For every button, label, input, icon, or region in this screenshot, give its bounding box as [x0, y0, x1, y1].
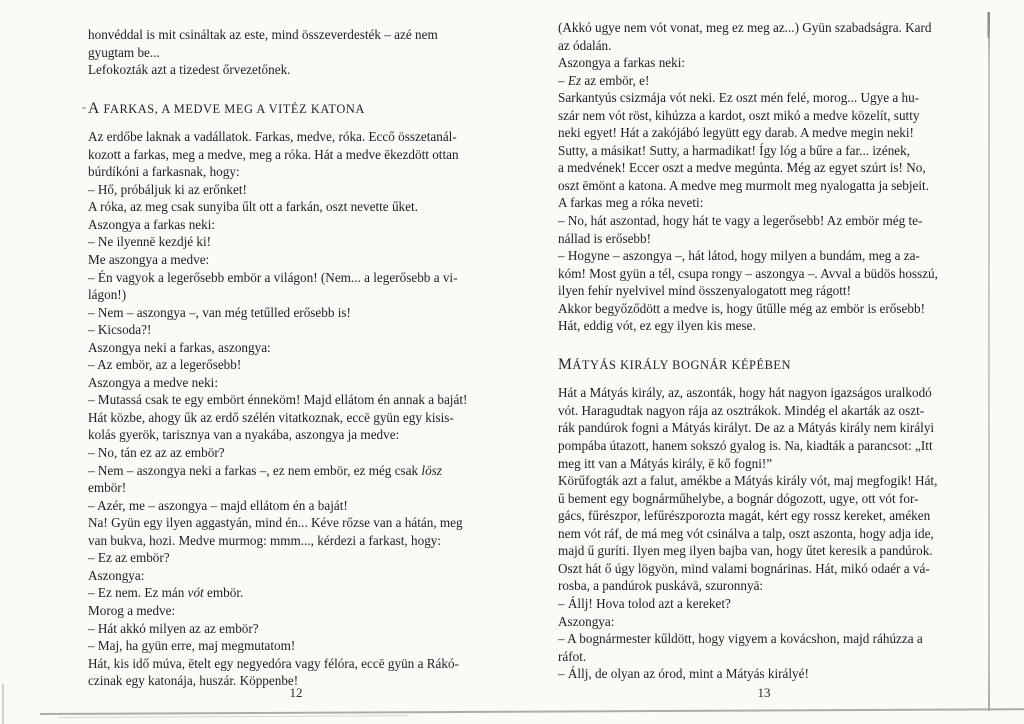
text-line: – No, tán ez az az embör?: [88, 445, 225, 461]
text-line: neki egyet! Hát a zakójábó legyütt egy darab. A medve megin neki!: [558, 125, 914, 141]
text-line: – No, hát aszontad, hogy hát te vagy a legerősebb! Az embör még te-: [558, 213, 923, 229]
text-line: – Maj, ha gyün erre, maj megmutatom!: [88, 638, 296, 654]
text-line: Aszongya a farkas neki:: [558, 55, 686, 71]
text-line: Az erdőbe laknak a vadállatok. Farkas, medve, róka. Eccő összetanál-: [88, 129, 457, 145]
text-line: – Állj, de olyan az órod, mint a Mátyás királyé!: [558, 666, 809, 682]
text-line: az ódalán.: [558, 37, 612, 53]
text-line: – Ne ilyennē kezdjé ki!: [88, 234, 212, 250]
text-line: – Ez az embör, e!: [558, 72, 650, 88]
text-line: – Nem – aszongya –, van még tetűlled erősebb is!: [88, 304, 351, 320]
page-left-text-column: [88, 26, 512, 690]
text-line: gyugtam be...: [88, 44, 160, 60]
story-heading: MÁTYÁS KIRÁLY BOGNÁR KÉPÉBEN: [558, 355, 792, 373]
text-line: Sutty, a másikat! Sutty, a harmadikat! Így lóg a bűre a far... izének,: [558, 142, 911, 158]
story-heading: A FARKAS, A MEDVE MEG A VITÉZ KATONA: [88, 99, 365, 117]
text-line: nem vót ráf, de má meg vót csinálva a talp, oszt aszonta, hogy adja ide,: [558, 525, 934, 541]
text-line: Oszt hát ő úgy lögyön, mind valami bognárinas. Hát, mikó odaér a vá-: [558, 560, 930, 576]
text-line: – Állj! Hova tolod azt a kereket?: [558, 595, 731, 611]
text-line: kóm! Most gyün a tél, csupa rongy – aszongya –. Avval a büdös hosszú,: [558, 265, 938, 281]
text-line: – Hő, próbáljuk ki az erőnket!: [88, 181, 247, 197]
text-line: ilyen fehír nyelvivel mind összenyalogatott meg rágott!: [558, 283, 851, 299]
text-line: meg itt van a Mátyás király, ē kő fogni!”: [558, 455, 773, 471]
text-line: – Én vagyok a legerősebb embör a világon! (Nem... a legerősebb a vi-: [88, 269, 458, 285]
text-line: – Azér, me – aszongya – majd ellátom én a baját!: [88, 497, 348, 513]
text-line: – Nem – aszongya neki a farkas –, ez nem embör, ez még csak lösz: [88, 462, 442, 478]
text-line: majd ű guríti. Ilyen meg ilyen bajba van, hogy űtet keresik a pandúrok.: [558, 543, 933, 559]
text-line: gács, fűrészpor, lefűrészporozta magát, kért egy rossz kereket, améken: [558, 508, 931, 524]
text-line: Hát, kis idő múva, ētelt egy negyedóra vagy félóra, eccē gyün a Rákó-: [88, 655, 459, 671]
text-line: Körűfogták azt a falut, amékbe a Mátyás király vót, maj megfogik! Hát,: [558, 473, 938, 489]
text-line: – Hogyne – aszongya –, hát látod, hogy milyen a bundám, meg a za-: [558, 248, 920, 264]
text-line: kozott a farkas, meg a medve, meg a róka. Hát a medve ēkezdött ottan: [88, 146, 459, 162]
text-line: – A bognármester kűldött, hogy vigyem a kovácshon, majd ráhúzza a: [558, 631, 923, 647]
text-line: lágon!): [88, 287, 127, 303]
text-line: oszt ēmönt a katona. A medve meg murmolt meg nyalogatta ja sebjeit.: [558, 177, 929, 193]
scan-edge-left-line: [2, 684, 4, 724]
text-line: Hát a Mátyás király, az, aszonták, hogy hát nagyon igazságos uralkodó: [558, 385, 932, 401]
text-line: ráfot.: [558, 648, 587, 664]
text-line: – Ez az embör?: [88, 550, 170, 566]
text-line: ű bement egy bognárműhelybe, a bognár dógozott, ugye, ott vót for-: [558, 490, 919, 506]
text-line: – Ez nem. Ez mán vót embör.: [88, 585, 244, 601]
text-line: (Akkó ugye nem vót vonat, meg ez meg az...) Gyün szabadságra. Kard: [558, 20, 932, 35]
text-line: Morog a medve:: [88, 602, 176, 618]
page-right-text-column: [558, 19, 982, 683]
text-line: Na! Gyün egy ilyen aggastyán, mind én... Kéve rőzse van a hátán, meg: [88, 515, 463, 531]
text-line: Aszongya:: [558, 613, 615, 629]
text-line: Aszongya a medve neki:: [88, 374, 219, 390]
text-line: nállad is erősebb!: [558, 230, 652, 246]
text-line: van bukva, hozi. Medve murmog: mmm..., kérdezi a farkast, hogy:: [88, 532, 442, 548]
page-number-right: 13: [757, 685, 771, 700]
text-line: – Hát akkó milyen az az embör?: [88, 620, 259, 636]
scan-edge-vertical-cap: [987, 12, 990, 38]
text-line: – Kicsoda?!: [88, 322, 152, 338]
text-line: a medvének! Eccer oszt a medve megúnta. Még az egyet szúrt is! No,: [558, 160, 926, 176]
scan-edge-vertical-line: [988, 12, 990, 711]
scan-edge-horizontal-line-faint: [58, 715, 408, 718]
scan-edge-horizontal-line: [40, 708, 1024, 715]
text-line: honvéddal is mit csináltak az este, mind összeverdesték – azé nem: [88, 27, 438, 42]
text-line: Akkor begyőződött a medve is, hogy űtűlle még az embör is erősebb!: [558, 300, 925, 316]
page-number-left: 12: [289, 685, 303, 700]
text-line: Hát közbe, ahogy űk az erdő szélén vitatkoznak, eccē gyün egy kisis-: [88, 409, 454, 425]
scan-speck: [82, 107, 86, 109]
text-line: vót. Haragudtak nagyon rája az osztrákok. Mindég el akarták az oszt-: [558, 402, 925, 418]
text-line: Me aszongya a medve:: [88, 252, 210, 268]
text-line: Lefokozták azt a tizedest őrvezetőnek.: [88, 62, 291, 78]
text-line: kolás gyerök, tarisznya van a nyakába, aszongya ja medve:: [88, 427, 400, 443]
text-line: A róka, az meg csak sunyiba űlt ott a farkán, oszt nevette űket.: [88, 199, 418, 215]
text-line: czinak egy katonája, huszár. Köppenbe!: [88, 673, 299, 689]
text-line: búrdíkóni a farkasnak, hogy:: [88, 164, 240, 180]
text-line: rosba, a pandúrok puskávā, szuronnyā:: [558, 578, 764, 594]
text-line: Aszongya neki a farkas, aszongya:: [88, 339, 271, 355]
text-line: – Az embör, az a legerősebb!: [88, 357, 242, 373]
text-line: – Mutassá csak te egy embört énneköm! Majd ellátom én annak a baját!: [88, 392, 468, 408]
text-line: Sarkantyús csizmája vót neki. Ez oszt mén felé, morog... Ugye a hu-: [558, 90, 920, 106]
text-line: Aszongya:: [88, 567, 145, 583]
text-line: rák pandúrok fogni a Mátyás királyt. De az a Mátyás király nem királyi: [558, 420, 935, 436]
text-line: szár nem vót röst, kihúzza a kardot, oszt mikó a medve közelít, sutty: [558, 107, 920, 123]
text-line: Aszongya a farkas neki:: [88, 216, 216, 232]
text-line: A farkas meg a róka neveti:: [558, 195, 704, 211]
text-line: embör!: [88, 480, 127, 496]
text-line: pompába útazott, hanem sokszó gyalog is. Na, kiadták a parancsot: „Itt: [558, 438, 933, 454]
text-line: Hát, eddig vót, ez egy ilyen kis mese.: [558, 318, 756, 334]
